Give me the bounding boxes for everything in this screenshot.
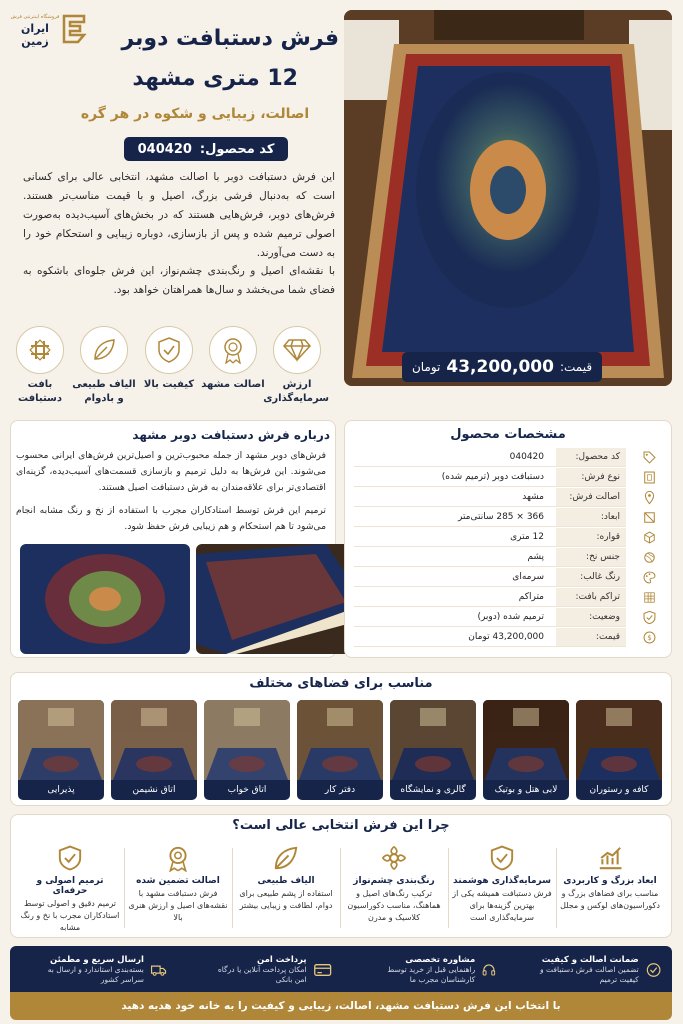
footer-banner: با انتخاب این فرش دستبافت مشهد، اصالت، زیبایی و کیفیت را به خانه خود هدیه دهید bbox=[10, 992, 672, 1020]
why-item-title: اصالت تضمین شده bbox=[136, 876, 220, 886]
why-item-title: سرمایه‌گذاری هوشمند bbox=[453, 876, 551, 886]
diamond-icon bbox=[283, 338, 311, 362]
dimensions-icon bbox=[642, 510, 657, 525]
why-title: چرا این فرش انتخابی عالی است؟ bbox=[232, 818, 450, 833]
room-label: پذیرایی bbox=[47, 785, 75, 795]
shield-check-icon bbox=[56, 844, 84, 872]
service-item bbox=[373, 950, 497, 990]
service-item bbox=[208, 950, 332, 990]
spec-row bbox=[354, 528, 626, 547]
product-code-label: کد محصول: bbox=[199, 141, 275, 157]
tag-icon bbox=[642, 450, 657, 465]
chart-icon bbox=[596, 844, 624, 872]
tagline: اصالت، زیبایی و شکوه در هر گره bbox=[80, 106, 310, 122]
shield-check-icon bbox=[488, 844, 516, 872]
room-photo bbox=[111, 700, 197, 780]
room-photo bbox=[297, 700, 383, 780]
about-paragraph-2: ترمیم این فرش توسط استادکاران مجرب با استفاده از نخ و رنگ مشابه انجام می‌شود تا هم استحکام و هم زیبایی فرش حفظ شود. bbox=[16, 505, 326, 532]
why-divider bbox=[448, 848, 449, 928]
why-item bbox=[20, 842, 120, 934]
service-title: ارسال سریع و مطمئن bbox=[50, 955, 144, 965]
feature-handwoven: بافت دستبافت bbox=[8, 326, 72, 406]
about-paragraph-1: فرش‌های دوبر مشهد از جمله محبوب‌ترین و اصیل‌ترین فرش‌های ایرانی محسوب می‌شوند. این فرش‌ها به دلیل ترمیم و بازسازی قسمت‌های آسیب‌دیده، گزینه‌ای اقتصادی‌تر برای علاقه‌مندان به فرش دستبافت اصیل هستند. bbox=[16, 450, 326, 493]
service-title: مشاوره تخصصی bbox=[405, 955, 476, 965]
room-card[interactable] bbox=[390, 700, 476, 800]
yarn-icon bbox=[642, 550, 657, 565]
service-desc: امکان پرداخت آنلاین یا درگاه امن بانکی bbox=[217, 965, 307, 984]
why-item-desc: فرش دستبافت مشهد با نقشه‌های اصیل و ارزش هنری بالا bbox=[128, 889, 228, 922]
product-description-1: این فرش دستبافت دوبر با اصالت مشهد، انتخابی عالی برای کسانی است که به‌دنبال فرشی بزرگ، اصیل و با قیمت مناسب‌تر هستند. فرش‌های دوبر، فرش‌هایی هستند که در بخش‌های آسیب‌دیده به‌صورت اصولی ترمیم شده و پس از بازسازی، دوباره زیبایی و استحکام خود را به دست می‌آورند. bbox=[23, 171, 335, 259]
spec-key: قواره: bbox=[556, 528, 626, 546]
spec-value: 43,200,000 تومان bbox=[468, 632, 544, 642]
why-item-desc: ترمیم دقیق و اصولی توسط استادکاران مجرب با نخ و رنگ مشابه bbox=[20, 899, 120, 932]
truck-icon bbox=[150, 958, 167, 982]
service-item bbox=[43, 950, 167, 990]
leaf-icon bbox=[91, 337, 117, 363]
room-photo bbox=[483, 700, 569, 780]
leaf-icon bbox=[272, 844, 300, 872]
rug-medallion-photo bbox=[20, 544, 190, 654]
feature-quality: کیفیت بالا bbox=[137, 326, 201, 392]
why-item-title: ابعاد بزرگ و کاربردی bbox=[563, 876, 657, 886]
product-code-value: 040420 bbox=[137, 141, 192, 157]
room-card[interactable] bbox=[111, 700, 197, 800]
spec-row bbox=[354, 608, 626, 627]
why-item-title: ترمیم اصولی و حرفه‌ای bbox=[36, 876, 104, 896]
spec-value: ترمیم شده (دوبر) bbox=[477, 612, 544, 622]
why-item bbox=[560, 842, 660, 912]
rug-detail-image[interactable] bbox=[20, 544, 190, 654]
brand-name: ایران زمین bbox=[21, 22, 49, 48]
badge-check-icon bbox=[645, 958, 662, 982]
product-description-2: با نقشه‌ای اصیل و رنگ‌بندی چشم‌نواز، این فرش جلوه‌ای باشکوه به فضای شما می‌بخشد و سال‌ها همراهتان خواهد بود. bbox=[23, 265, 335, 296]
room-card[interactable] bbox=[297, 700, 383, 800]
spec-row bbox=[354, 488, 626, 507]
spec-key: وضعیت: bbox=[556, 608, 626, 626]
spec-key: نوع فرش: bbox=[556, 468, 626, 486]
product-code-badge bbox=[124, 137, 288, 161]
service-desc: راهنمایی قبل از خرید توسط کارشناسان مجرب ما bbox=[387, 965, 476, 984]
rug-room-image bbox=[344, 10, 672, 386]
spec-key: تراکم بافت: bbox=[556, 588, 626, 606]
room-label: اتاق نشیمن bbox=[132, 785, 176, 795]
spec-value: دستبافت دوبر (ترمیم شده) bbox=[441, 472, 544, 482]
price-badge bbox=[402, 352, 602, 382]
service-desc: بسته‌بندی استاندارد و ارسال به سراسر کشور bbox=[47, 965, 144, 984]
headset-icon bbox=[481, 958, 497, 982]
knot-icon bbox=[27, 337, 53, 363]
card-icon bbox=[313, 958, 332, 982]
room-label: دفتر کار bbox=[324, 785, 356, 795]
spec-key: اصالت فرش: bbox=[556, 488, 626, 506]
grid-icon bbox=[642, 590, 657, 605]
room-card[interactable] bbox=[576, 700, 662, 800]
why-item-title: رنگ‌بندی چشم‌نواز bbox=[353, 876, 435, 886]
why-item-desc: مناسب برای فضاهای بزرگ و دکوراسیون‌های لوکس و مجلل bbox=[560, 889, 660, 910]
why-divider bbox=[340, 848, 341, 928]
shield-check-icon bbox=[642, 610, 657, 625]
shield-check-icon bbox=[157, 336, 181, 364]
room-photo bbox=[576, 700, 662, 780]
service-item bbox=[538, 950, 662, 990]
feature-investment: ارزش سرمایه‌گذاری bbox=[265, 326, 329, 406]
feature-natural-fiber: الیاف طبیعی و بادوام bbox=[72, 326, 136, 406]
spec-value: سرمه‌ای bbox=[512, 572, 544, 582]
product-title-line1: فرش دستبافت دوبر bbox=[121, 26, 339, 51]
rug-fringe-photo bbox=[196, 544, 366, 654]
price-label: قیمت: bbox=[559, 360, 593, 374]
spec-row bbox=[354, 588, 626, 607]
spec-row bbox=[354, 448, 626, 467]
spec-key: رنگ غالب: bbox=[556, 568, 626, 586]
why-item-desc: ترکیب رنگ‌های اصیل و هماهنگ، مناسب دکوراسیون کلاسیک و مدرن bbox=[347, 889, 441, 922]
palette-icon bbox=[642, 570, 657, 585]
spec-key: قیمت: bbox=[556, 628, 626, 646]
spec-value: 366 × 285 سانتی‌متر bbox=[457, 512, 544, 522]
logo-mark-icon bbox=[60, 12, 88, 44]
service-desc: تضمین اصالت فرش دستبافت و کیفیت ترمیم bbox=[540, 965, 639, 984]
why-item-desc: فرش دستبافت همیشه یکی از بهترین گزینه‌ها برای سرمایه‌گذاری است bbox=[452, 889, 552, 922]
product-title-line2: 12 متری مشهد bbox=[132, 66, 298, 91]
spec-row bbox=[354, 548, 626, 567]
rug-corner-image[interactable] bbox=[196, 544, 366, 654]
about-title: درباره فرش دستبافت دوبر مشهد bbox=[132, 428, 330, 442]
room-card[interactable] bbox=[204, 700, 290, 800]
room-card[interactable] bbox=[18, 700, 104, 800]
spec-row bbox=[354, 568, 626, 587]
spec-value: 040420 bbox=[509, 452, 544, 462]
why-item bbox=[344, 842, 444, 924]
location-pin-icon bbox=[642, 490, 657, 505]
why-item-desc: استفاده از پشم طبیعی برای دوام، لطافت و زیبایی بیشتر bbox=[239, 889, 333, 910]
price-unit: تومان bbox=[411, 360, 441, 374]
feature-origin: اصالت مشهد bbox=[201, 326, 265, 392]
room-label: لابی هتل و بوتیک bbox=[494, 785, 558, 795]
why-divider bbox=[556, 848, 557, 928]
room-photo bbox=[18, 700, 104, 780]
room-label: کافه و رستوران bbox=[589, 785, 649, 795]
room-label: اتاق خواب bbox=[227, 785, 267, 795]
flower-icon bbox=[380, 844, 408, 872]
why-divider bbox=[124, 848, 125, 928]
spec-key: ابعاد: bbox=[556, 508, 626, 526]
brand-logo[interactable] bbox=[10, 8, 90, 52]
service-title: پرداخت امن bbox=[256, 955, 307, 965]
spec-value: مشهد bbox=[522, 492, 544, 502]
spaces-title: مناسب برای فضاهای مختلف bbox=[249, 676, 433, 691]
why-item bbox=[236, 842, 336, 912]
service-title: ضمانت اصالت و کیفیت bbox=[541, 955, 639, 965]
svg-text:$: $ bbox=[646, 634, 652, 643]
product-main-image[interactable] bbox=[344, 10, 672, 386]
rosette-icon bbox=[164, 844, 192, 872]
spec-value: 12 متری bbox=[510, 532, 544, 542]
spec-value: متراکم bbox=[518, 592, 544, 602]
spec-key: جنس نخ: bbox=[556, 548, 626, 566]
cube-icon bbox=[642, 530, 657, 545]
rug-icon bbox=[642, 470, 657, 485]
why-item-title: الیاف طبیعی bbox=[257, 876, 315, 886]
rosette-icon bbox=[220, 336, 246, 364]
spec-row bbox=[354, 628, 626, 647]
price-value: 43,200,000 bbox=[446, 357, 554, 377]
why-item bbox=[128, 842, 228, 924]
room-card[interactable] bbox=[483, 700, 569, 800]
spec-row bbox=[354, 468, 626, 487]
brand-subtitle: فروشگاه اینترنتی فرش bbox=[10, 14, 60, 20]
spec-key: کد محصول: bbox=[556, 448, 626, 466]
room-label: گالری و نمایشگاه bbox=[400, 785, 466, 795]
why-divider bbox=[232, 848, 233, 928]
spec-value: پشم bbox=[527, 552, 544, 562]
spec-row bbox=[354, 508, 626, 527]
specs-title: مشخصات محصول bbox=[450, 427, 566, 442]
coin-icon bbox=[642, 630, 657, 645]
room-photo bbox=[390, 700, 476, 780]
room-photo bbox=[204, 700, 290, 780]
why-item bbox=[452, 842, 552, 924]
